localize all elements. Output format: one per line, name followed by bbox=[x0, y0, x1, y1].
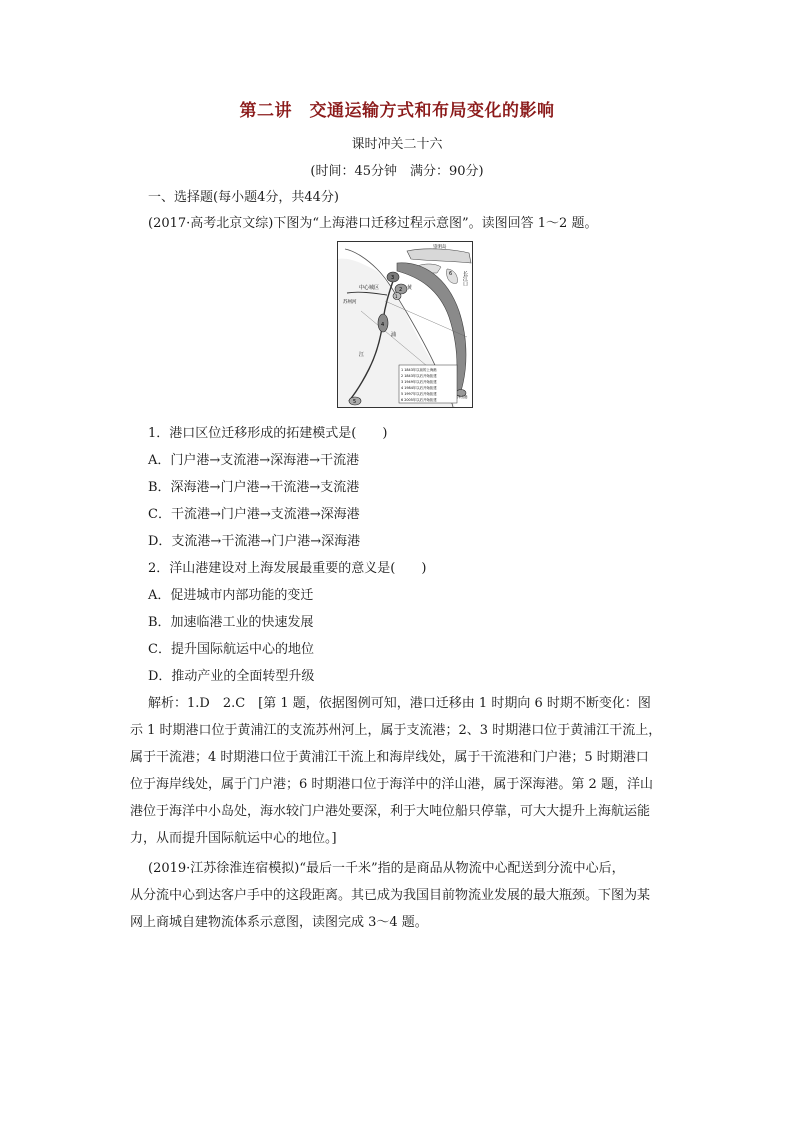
question-1-option-b: B．深海港→门户港→干流港→支流港 bbox=[148, 480, 360, 495]
legend-item-1: 1 1843年以前的上海港 bbox=[401, 368, 437, 372]
huang-label: 黄 bbox=[407, 285, 413, 291]
question-intro-2-line-1: (2019·江苏徐淮连宿模拟)“最后一千米”指的是商品从物流中心配送到分流中心后， bbox=[148, 861, 625, 876]
question-2-option-b: B．加速临港工业的快速发展 bbox=[148, 615, 314, 630]
analysis-line-1: 解析：1.D 2.C [第 1 题，依据图例可知，港口迁移由 1 时期向 6 时期不断变化：图 bbox=[148, 696, 651, 711]
question-1-stem: 1．港口区位迁移形成的拓建模式是( ) bbox=[148, 426, 388, 441]
question-intro-2-line-2: 从分流中心到达客户手中的这段距离。其已成为我国目前物流业发展的最大瓶颈。下图为某 bbox=[130, 888, 651, 903]
question-2-stem: 2．洋山港建设对上海发展最重要的意义是( ) bbox=[148, 561, 427, 576]
lesson-label: 课时冲关二十六 bbox=[351, 137, 443, 152]
time-note: (时间：45分钟 满分：90分) bbox=[310, 164, 484, 179]
pu-label: 浦 bbox=[391, 332, 397, 338]
question-1-option-a: A．门户港→支流港→深海港→干流港 bbox=[148, 453, 360, 468]
question-1-option-d: D．支流港→干流港→门户港→深海港 bbox=[148, 534, 361, 549]
lecture-title: 第二讲 交通运输方式和布局变化的影响 bbox=[239, 101, 555, 121]
yangshan-label: 洋山港 bbox=[457, 395, 468, 399]
changjiangkou-label: 长江口 bbox=[462, 271, 468, 286]
question-intro-2-line-3: 网上商城自建物流体系示意图，读图完成 3～4 题。 bbox=[130, 915, 428, 930]
analysis-line-3: 属于干流港；4 时期港口位于黄浦江干流上和海岸线处，属于干流港和门户港；5 时期港口 bbox=[130, 750, 649, 765]
legend-item-5: 5 1997年以后开始拓建 bbox=[401, 392, 437, 396]
analysis-line-5: 港位于海洋中小岛处，海水较门户港处要深，利于大吨位船只停靠，可大大提升上海航运能 bbox=[130, 804, 651, 819]
port-num-1: 1 bbox=[395, 294, 398, 299]
legend-item-2: 2 1843年以后开始拓建 bbox=[401, 374, 437, 378]
section-heading: 一、选择题(每小题4分，共44分) bbox=[148, 190, 339, 205]
question-2-option-d: D．推动产业的全面转型升级 bbox=[148, 669, 315, 684]
analysis-line-6: 力，从而提升国际航运中心的地位。] bbox=[130, 831, 337, 846]
suzhouhe-label: 苏州河 bbox=[343, 300, 357, 305]
question-2-option-c: C．提升国际航运中心的地位 bbox=[148, 642, 314, 657]
port-num-6: 6 bbox=[449, 271, 453, 277]
port-num-2: 2 bbox=[399, 287, 403, 293]
chongming-label: 崇明岛 bbox=[433, 245, 447, 250]
question-intro-1: (2017·高考北京文综)下图为“上海港口迁移过程示意图”。读图回答 1～2 题。 bbox=[148, 216, 598, 231]
port-num-3: 3 bbox=[391, 275, 395, 281]
legend-item-4: 4 1984年以后开始拓建 bbox=[401, 386, 437, 390]
question-2-option-a: A．促进城市内部功能的变迁 bbox=[148, 588, 314, 603]
legend-item-6: 6 2005年以后开始拓建 bbox=[401, 398, 437, 402]
port-num-4: 4 bbox=[381, 322, 385, 328]
question-1-option-c: C．干流港→门户港→支流港→深海港 bbox=[148, 507, 360, 522]
analysis-line-2: 示 1 时期港口位于黄浦江的支流苏州河上，属于支流港；2、3 时期港口位于黄浦江干流上， bbox=[130, 723, 662, 738]
shanghai-port-map bbox=[337, 241, 473, 408]
analysis-line-4: 位于海岸线处，属于门户港；6 时期港口位于海洋中的洋山港，属于深海港。第 2 题，洋山 bbox=[130, 777, 653, 792]
port-num-5: 5 bbox=[353, 399, 357, 405]
jiang-label: 江 bbox=[359, 352, 365, 358]
legend-item-3: 3 1949年以后开始拓建 bbox=[401, 380, 437, 384]
center-city-label: 中心城区 bbox=[359, 285, 380, 291]
